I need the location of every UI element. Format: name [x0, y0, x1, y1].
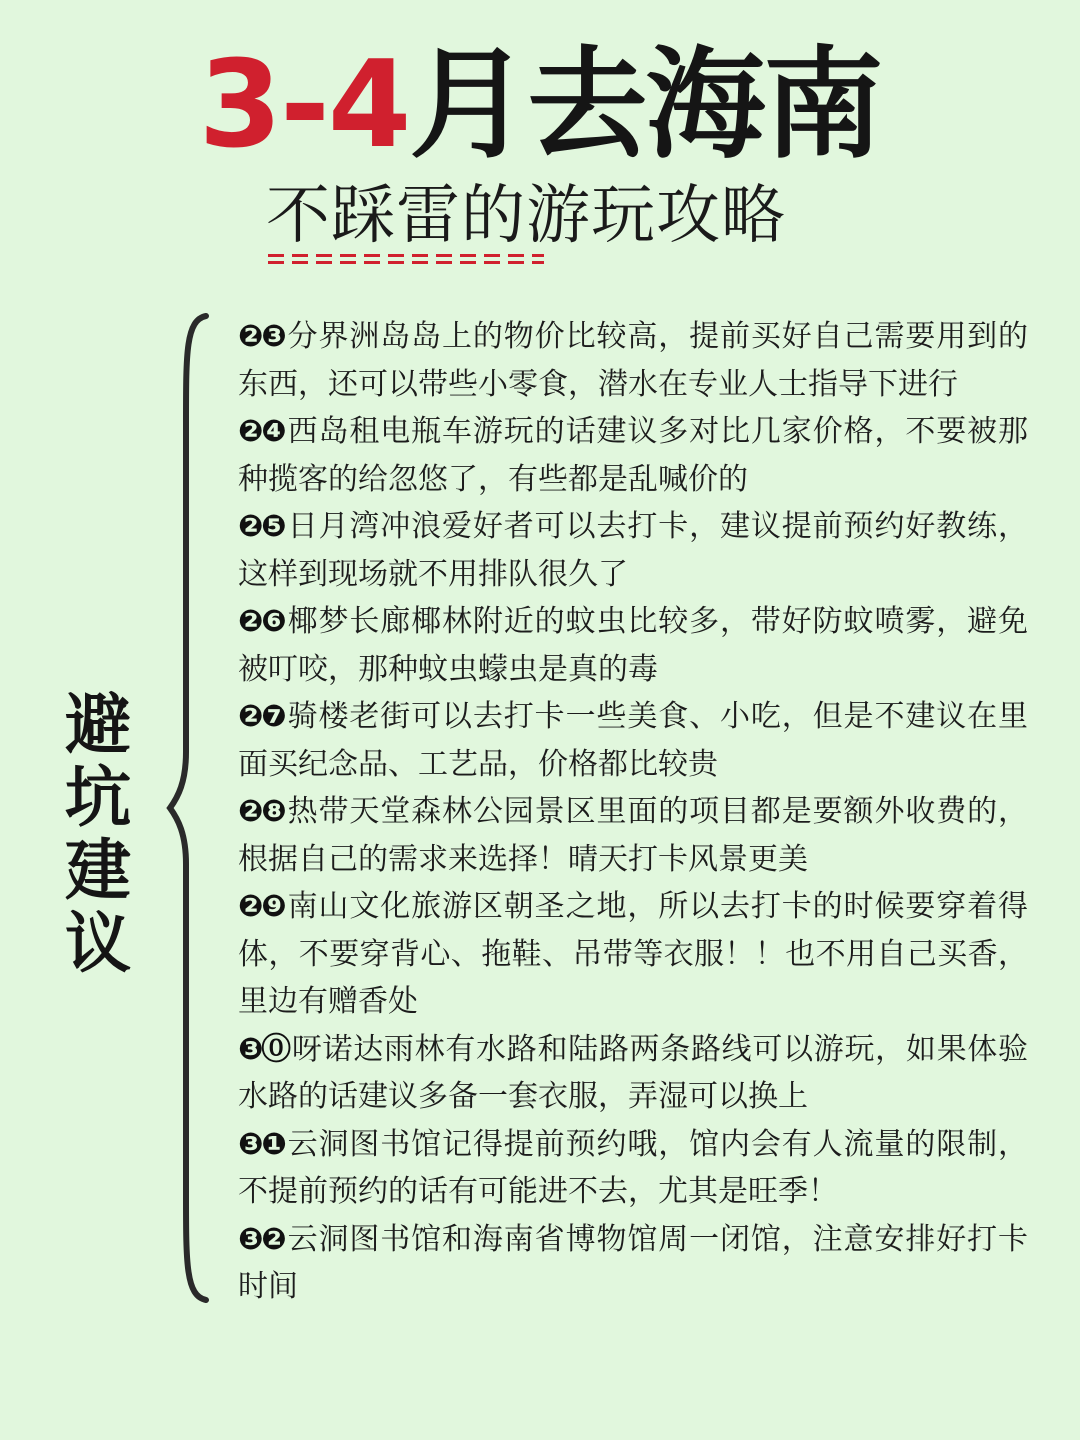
tip-number: ❷❻: [238, 604, 285, 639]
tip-item: [238, 1121, 1028, 1216]
tip-item: [238, 788, 1028, 883]
tip-item: [238, 883, 1028, 1026]
tip-number: ❷❽: [238, 794, 285, 829]
page-title: [0, 36, 1080, 176]
tip-item: [238, 313, 1028, 408]
tip-item: [238, 408, 1028, 503]
tip-text: 南山文化旅游区朝圣之地，所以去打卡的时候要穿着得体，不要穿背心、拖鞋、吊带等衣服！！也不用自己买香，里边有赠香处: [238, 889, 1028, 1019]
tip-number: ❷❼: [238, 699, 285, 734]
tip-item: [238, 1026, 1028, 1121]
tip-number: ❸⓪: [238, 1031, 289, 1067]
tip-text: 日月湾冲浪爱好者可以去打卡，建议提前预约好教练，这样到现场就不用排队很久了: [238, 509, 1028, 592]
section-label: 避坑建议: [65, 686, 131, 982]
tip-item: [238, 693, 1028, 788]
tip-number: ❷❺: [238, 509, 285, 544]
tip-text: 云洞图书馆记得提前预约哦，馆内会有人流量的限制，不提前预约的话有可能进不去，尤其是旺季！: [238, 1126, 1028, 1209]
tip-text: 呀诺达雨林有水路和陆路两条路线可以游玩，如果体验水路的话建议多备一套衣服，弄湿可以换上: [238, 1031, 1028, 1114]
curly-brace-icon: [164, 312, 214, 1304]
tip-text: 分界洲岛岛上的物价比较高，提前买好自己需要用到的东西，还可以带些小零食，潜水在专业人士指导下进行: [238, 319, 1028, 402]
tip-text: 椰梦长廊椰林附近的蚊虫比较多，带好防蚊喷雾，避免被叮咬，那种蚊虫蠓虫是真的毒: [238, 604, 1028, 687]
tip-item: [238, 598, 1028, 693]
tip-number: ❸❷: [238, 1221, 285, 1257]
tips-list: [238, 313, 1028, 1311]
tip-number: ❷❸: [238, 319, 285, 354]
tip-text: 云洞图书馆和海南省博物馆周一闭馆，注意安排好打卡时间: [238, 1221, 1028, 1304]
tip-number: ❷❾: [238, 889, 285, 924]
tip-text: 热带天堂森林公园景区里面的项目都是要额外收费的，根据自己的需求来选择！晴天打卡风景更美: [238, 794, 1028, 877]
tip-number: ❸❶: [238, 1126, 285, 1162]
tip-item: [238, 503, 1028, 598]
tip-text: 骑楼老街可以去打卡一些美食、小吃，但是不建议在里面买纪念品、工艺品，价格都比较贵: [238, 699, 1028, 782]
page-subtitle: 不踩雷的游玩攻略: [266, 179, 786, 253]
subtitle-dashed-underline: [268, 254, 544, 264]
title-month-range: 3-4: [198, 36, 410, 175]
tip-number: ❷❹: [238, 414, 285, 449]
tip-text: 西岛租电瓶车游玩的话建议多对比几家价格，不要被那种揽客的给忽悠了，有些都是乱喊价的: [238, 414, 1028, 497]
tip-item: [238, 1216, 1028, 1311]
title-main: 月去海南: [409, 36, 882, 175]
